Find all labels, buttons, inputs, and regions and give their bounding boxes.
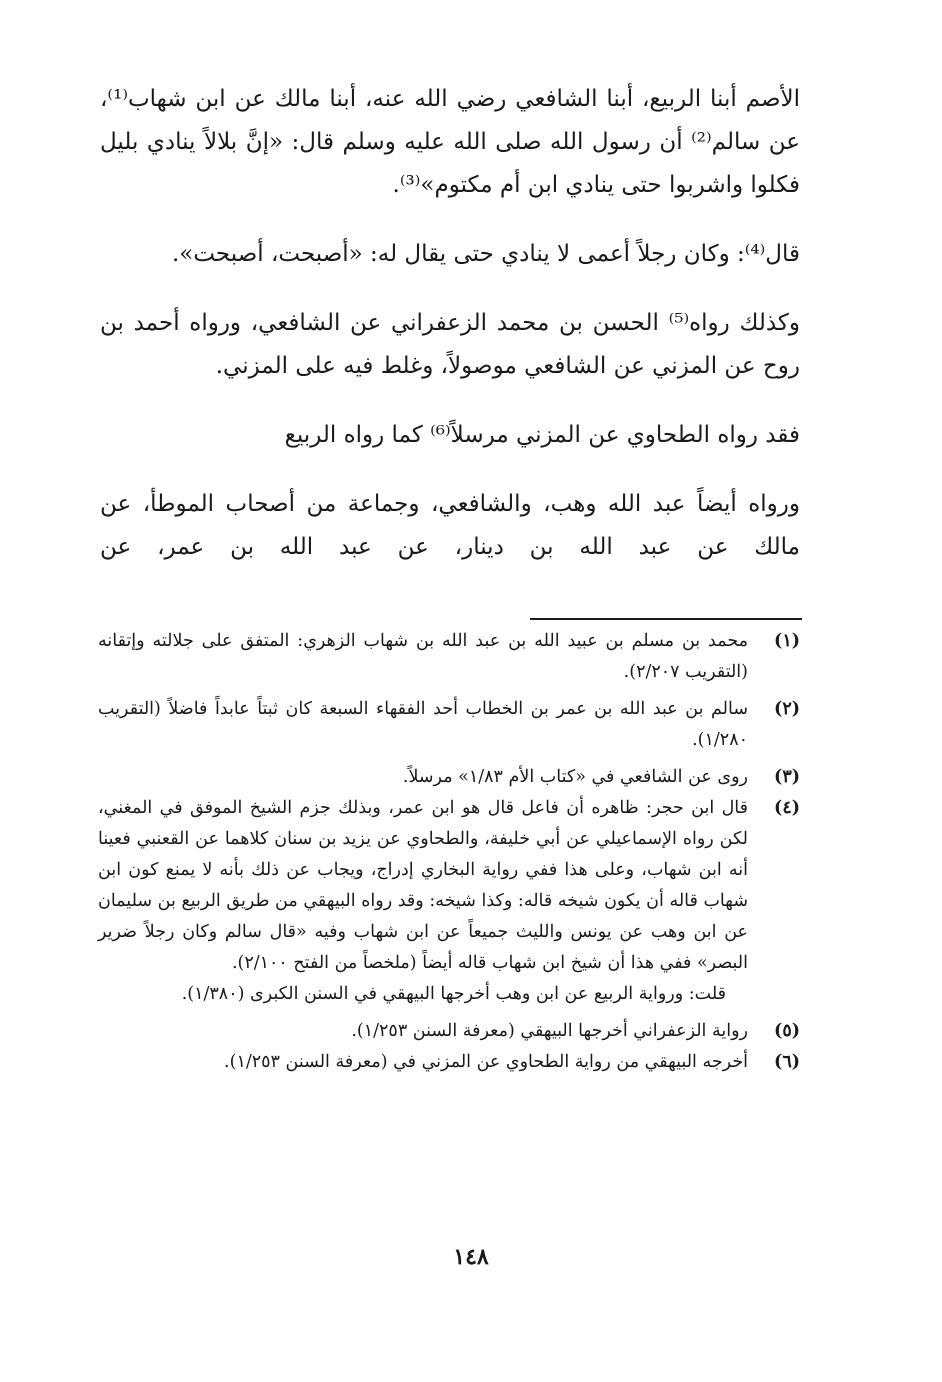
paragraph-2: قال⁽⁴⁾: وكان رجلاً أعمى لا ينادي حتى يقال له: «أصبحت، أصبحت». (171, 241, 800, 267)
footnote-text: محمد بن مسلم بن عبيد الله بن عبد الله بن شهاب الزهري: المتفق على جلالته وإتقانه (التقريب ٢/٢٠٧). (98, 631, 748, 682)
footnote-number: (٦) (774, 1052, 800, 1072)
footnotes (98, 626, 800, 1084)
page-number: ١٤٨ (453, 1244, 489, 1270)
footnote-text: سالم بن عبد الله بن عمر بن الخطاب أحد الفقهاء السبعة كان ثبتاً عابداً فاضلاً (التقريب ١/٢٨٠). (98, 699, 748, 750)
footnote-2 (98, 694, 800, 756)
footnote-number: (٤) (774, 798, 800, 818)
footnote-separator (530, 618, 802, 620)
footnote-4-continuation: قلت: ورواية الربيع عن ابن وهب أخرجها البيهقي في السنن الكبرى (١/٣٨٠). (181, 984, 726, 1004)
footnote-number: (١) (774, 631, 800, 651)
main-text (100, 78, 800, 595)
footnote-text: روى عن الشافعي في «كتاب الأم ١/٨٣» مرسلاً. (402, 767, 748, 787)
paragraph-4: فقد رواه الطحاوي عن المزني مرسلاً⁽⁶⁾ كما رواه الربيع (284, 422, 800, 448)
footnote-6 (98, 1047, 800, 1078)
footnote-number: (٥) (774, 1021, 800, 1041)
footnote-text: أخرجه البيهقي من رواية الطحاوي عن المزني في (معرفة السنن ١/٢٥٣). (224, 1052, 748, 1072)
footnote-4 (98, 793, 800, 979)
footnote-number: (٢) (774, 699, 800, 719)
paragraph-5: ورواه أيضاً عبد الله وهب، والشافعي، وجماعة من أصحاب الموطأ، عن مالك عن عبد الله بن دينار، عن عبد الله بن عمر، عن (100, 491, 800, 560)
paragraph-1: الأصم أبنا الربيع، أبنا الشافعي رضي الله عنه، أبنا مالك عن ابن شهاب⁽¹⁾، عن سالم⁽²⁾ أن رسول الله صلى الله عليه وسلم قال: «إنَّ بلالاً ينادي بليل فكلوا واشربوا حتى ينادي ابن أم مكتوم»⁽³⁾. (100, 86, 800, 198)
footnote-text: قال ابن حجر: ظاهره أن فاعل قال هو ابن عمر، وبذلك جزم الشيخ الموفق في المغني، لكن رواه الإسماعيلي عن أبي خليفة، والطحاوي عن يزيد بن سنان كلاهما عن القعنبي فعينا أنه ابن شهاب، وعلى هذا ففي رواية البخاري إدراج، ويجاب عن ذلك بأنه لا يمنع كون ابن شهاب قاله أن يكون شيخه قاله: وكذا شيخه: وقد رواه البيهقي من طريق الربيع بن سليمان عن ابن وهب عن يونس والليث جميعاً عن ابن شهاب وفيه «قال سالم وكان رجلاً ضرير البصر» ففي هذا أن شيخ ابن شهاب قاله أيضاً (ملخصاً من الفتح ٢/١٠٠). (98, 798, 748, 973)
footnote-text: رواية الزعفراني أخرجها البيهقي (معرفة السنن ١/٢٥٣). (351, 1021, 748, 1041)
footnote-1 (98, 626, 800, 688)
paragraph-3: وكذلك رواه⁽⁵⁾ الحسن بن محمد الزعفراني عن الشافعي، ورواه أحمد بن روح عن المزني عن الشافعي موصولاً، وغلط فيه على المزني. (100, 310, 800, 379)
footnote-3 (98, 762, 800, 793)
footnote-5 (98, 1016, 800, 1047)
footnote-number: (٣) (774, 767, 800, 787)
